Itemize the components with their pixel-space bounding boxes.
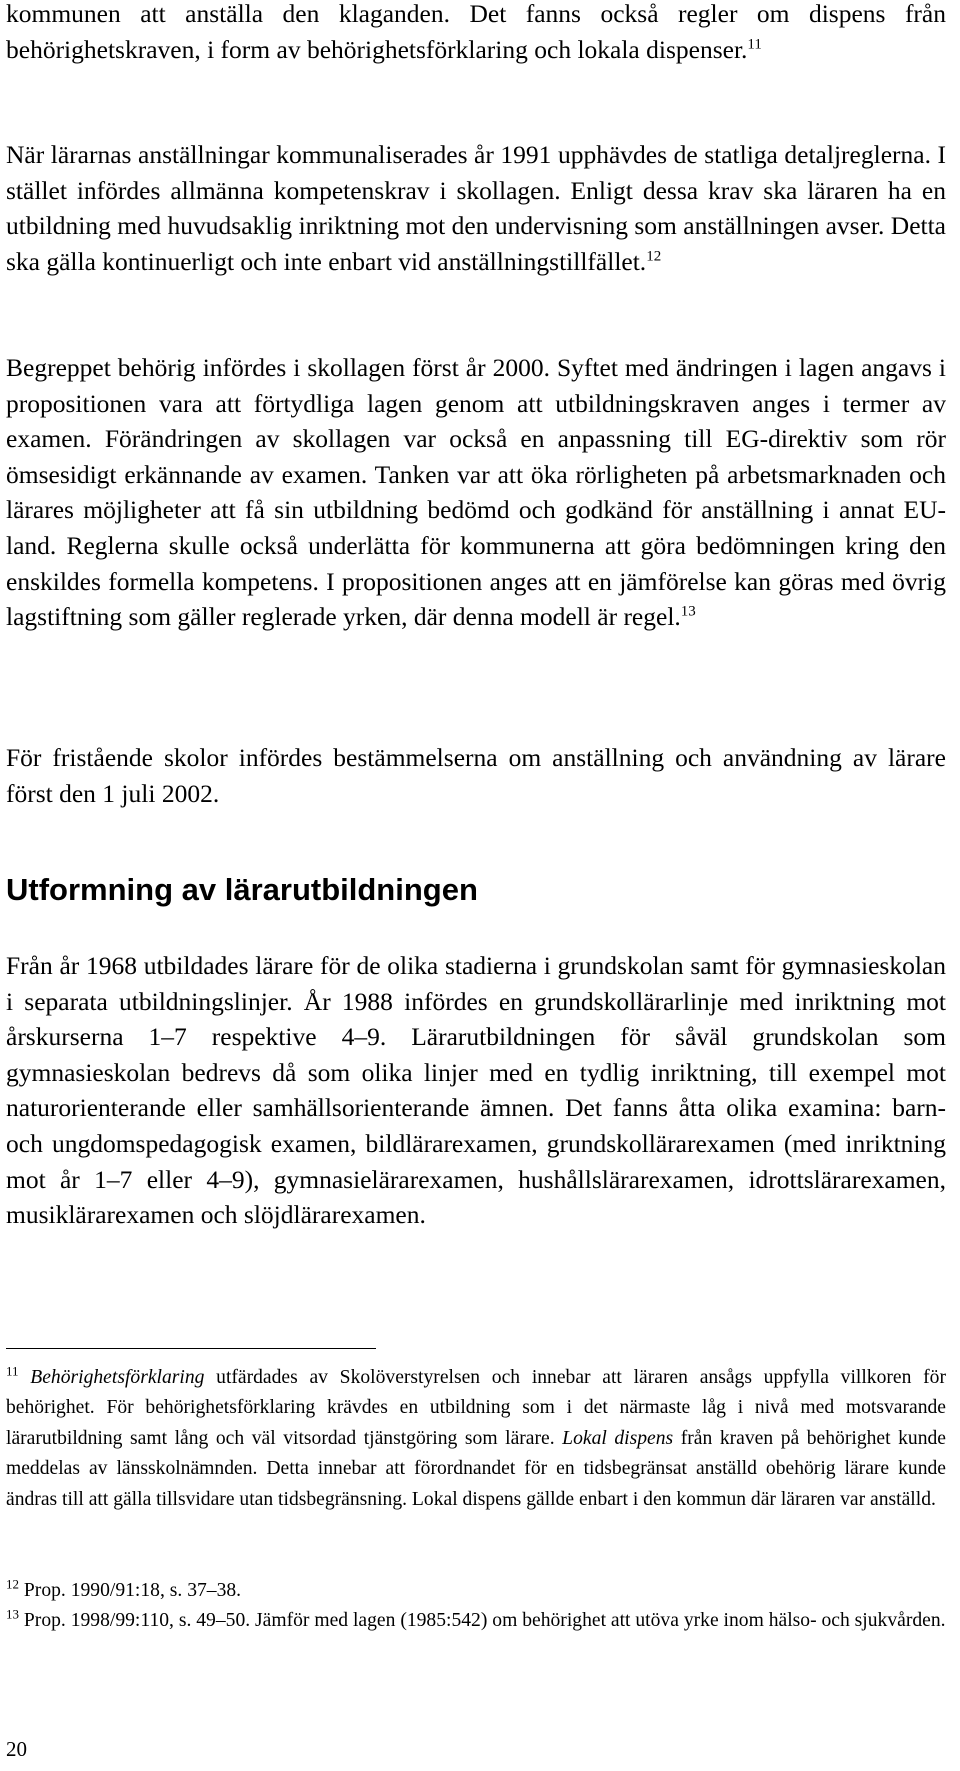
footnote-text: utfärdades av Skolöverstyrelsen och innebar att läraren ansågs uppfylla villkoren för behörighet. För behörighetsförklaring krävdes en utbildning som i det närmaste låg i nivå med motsvarande lärarutbildning samt lång och väl vitsordad tjänstgöring som lärare. bbox=[6, 1367, 946, 1449]
paragraph-fristaende-skolor bbox=[6, 740, 946, 811]
paragraph-text: Från år 1968 utbildades lärare för de olika stadierna i grundskolan samt för gymnasieskolan i separata utbildningslinjer. År 1988 infördes en grundskollärarlinje med inriktning mot årskurserna 1–7 respektive 4–9. Lärarutbildningen för såväl grundskolan som gymnasieskolan bedrevs då som olika linjer med en tydlig inriktning, till exempel mot naturorienterande eller samhällsorienterande ämnen. Det fanns åtta olika examina: barn- och ungdomspedagogisk examen, bildlärarexamen, grundskollärarexamen (med inriktning mot år 1–7 eller 4–9), gymnasielärarexamen, hushållslärarexamen, idrottslärarexamen, musiklärarexamen och slöjdlärarexamen. bbox=[6, 951, 946, 1230]
footnote-text: från kraven på behörighet kunde meddelas av länsskolnämnden. Detta innebar att förordnandet för en tidsbegränsat anställd obehörig lärare kunde ändras till att gälla tillsvidare utan tidsbegränsning. Lokal dispens gällde enbart i den kommun där läraren var anställd. bbox=[6, 1427, 947, 1510]
footnote-ref-12: 12 bbox=[646, 248, 662, 265]
footnote-text: Prop. 1990/91:18, s. 37–38. bbox=[19, 1580, 242, 1601]
paragraph-text: Begreppet behörig infördes i skollagen först år 2000. Syftet med ändringen i lagen angavs i propositionen vara att förtydliga lagen genom att utbildningskraven anges i termer av examen. Förändringen av skollagen var också en anpassning till EG-direktiv som rör ömsesidigt erkännande av examen. Tanken var att öka rörligheten på arbetsmarknaden och lärares möjligheter att få sin utbildning bedömd och godkänd för anställning i annat EU-land. Reglerna skulle också underlätta för kommunerna att göra bedömningen kring den enskildes formella kompetens. I propositionen anges att en jämförelse kan göras med övrig lagstiftning som gäller reglerade yrken, där denna modell är regel. bbox=[6, 353, 946, 632]
paragraph-text: När lärarnas anställningar kommunaliserades år 1991 upphävdes de statliga detaljreglerna. I stället infördes allmänna kompetenskrav i skollagen. Enligt dessa krav ska läraren ha en utbildning med huvudsaklig inriktning mot den undervisning som anställningen avser. Detta ska gälla kontinuerligt och inte enbart vid anställningstillfället. bbox=[6, 140, 946, 276]
paragraph-text: För fristående skolor infördes bestämmelserna om anställning och användning av lärare först den 1 juli 2002. bbox=[6, 743, 946, 808]
footnote-12 bbox=[6, 1576, 946, 1606]
paragraph-dispens bbox=[6, 0, 946, 67]
footnote-separator bbox=[6, 1348, 376, 1349]
footnote-term: Lokal dispens bbox=[562, 1427, 674, 1449]
footnote-13 bbox=[6, 1606, 946, 1636]
footnote-ref-13: 13 bbox=[680, 603, 696, 620]
paragraph-behorig bbox=[6, 350, 946, 635]
paragraph-kommunalisering bbox=[6, 137, 946, 279]
footnote-11 bbox=[6, 1363, 946, 1515]
page-number: 20 bbox=[6, 1737, 27, 1761]
footnote-text: Prop. 1998/99:110, s. 49–50. Jämför med lagen (1985:542) om behörighet att utöva yrke inom hälso- och sjukvården. bbox=[19, 1610, 946, 1631]
footnote-number: 11 bbox=[6, 1363, 19, 1379]
footnote-number: 12 bbox=[6, 1576, 19, 1592]
paragraph-text: kommunen att anställa den klaganden. Det fanns också regler om dispens från behörighetskraven, i form av behörighetsförklaring och lokala dispenser. bbox=[6, 0, 946, 64]
paragraph-lararutbildning bbox=[6, 948, 946, 1233]
section-heading: Utformning av lärarutbildningen bbox=[6, 872, 478, 907]
footnote-ref-11: 11 bbox=[747, 36, 762, 53]
footnote-number: 13 bbox=[6, 1606, 19, 1622]
footnote-term: Behörighetsförklaring bbox=[30, 1367, 205, 1388]
